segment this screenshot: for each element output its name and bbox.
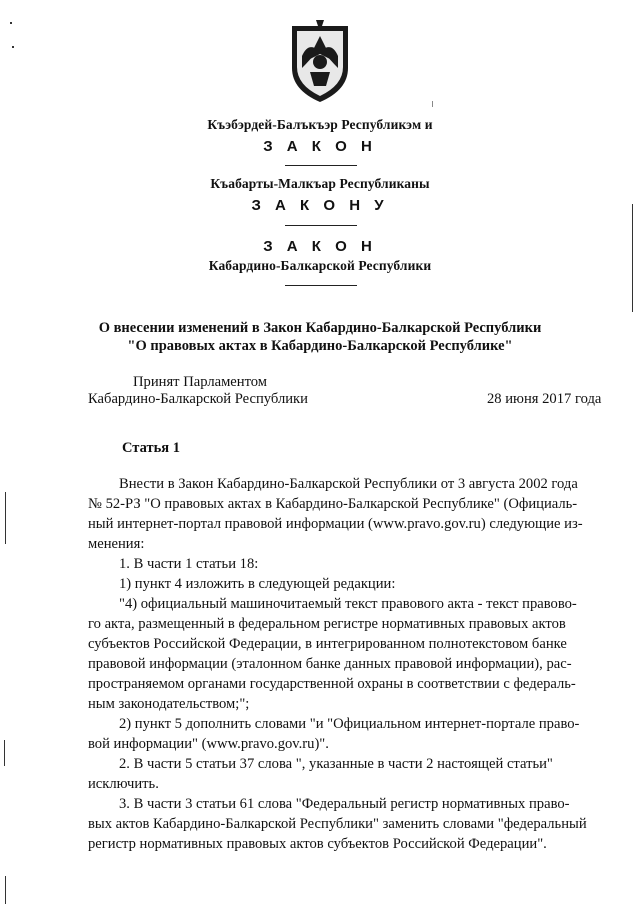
article-heading: Статья 1 [122,440,180,456]
article-line: исключить. [88,776,159,792]
header-line-balkar: Къабарты-Малкъар Республиканы [210,176,430,191]
article-line: 1) пункт 4 изложить в следующей редакции: [119,576,396,592]
article-line: менения: [88,536,145,552]
adoption-line-1: Принят Парламентом [133,374,268,390]
article-line: ным законодательством;"; [88,696,250,712]
law-title-line-1: О внесении изменений в Закон Кабардино-Балкарской Республики [98,320,542,336]
article-line: субъектов Российской Федерации, в интегрированном полнотекстовом банке [88,636,567,652]
article-line: 2) пункт 5 дополнить словами "и "Официальном интернет-портале право- [119,716,580,732]
header-zakon-kabardian: З А К О Н [263,138,377,155]
article-line: 1. В части 1 статьи 18: [119,556,259,572]
article-line: 2. В части 5 статьи 37 слова ", указанные в части 2 настоящей статьи" [119,756,553,772]
article-line: Внести в Закон Кабардино-Балкарской Республики от 3 августа 2002 года [119,476,578,492]
law-title-line-2: "О правовых актах в Кабардино-Балкарской Республике" [127,338,513,354]
article-line: № 52-РЗ "О правовых актах в Кабардино-Балкарской Республике" (Официаль- [88,496,578,512]
article-line: ный интернет-портал правовой информации (www.pravo.gov.ru) следующие из- [88,516,583,532]
article-line: 3. В части 3 статьи 61 слова "Федеральный регистр нормативных право- [119,796,570,812]
header-line-russian: Кабардино-Балкарской Республики [208,258,432,273]
adoption-line-2: Кабардино-Балкарской Республики [88,391,308,407]
header-zakon-russian: З А К О Н [263,238,377,255]
header-zakon-balkar: З А К О Н У [251,197,389,214]
adoption-date: 28 июня 2017 года [487,391,602,407]
article-line: вой информации" (www.pravo.gov.ru)". [88,736,329,752]
article-line: вых актов Кабардино-Балкарской Республики" заменить словами "федеральный [88,816,587,832]
article-line: правовой информации (эталонном банке данных правовой информации), рас- [88,656,572,672]
header-line-kabardian: Къэбэрдей-Балъкъэр Республикэм и [207,117,433,132]
article-line: пространяемом органами государственной охраны в соответствии с федераль- [88,676,576,692]
article-line: го акта, размещенный в федеральном регистре нормативных правовых актов [88,616,566,632]
article-line: "4) официальный машиночитаемый текст правового акта - текст правово- [119,596,577,612]
article-line: регистр нормативных правовых актов субъектов Российской Федерации". [88,836,547,852]
